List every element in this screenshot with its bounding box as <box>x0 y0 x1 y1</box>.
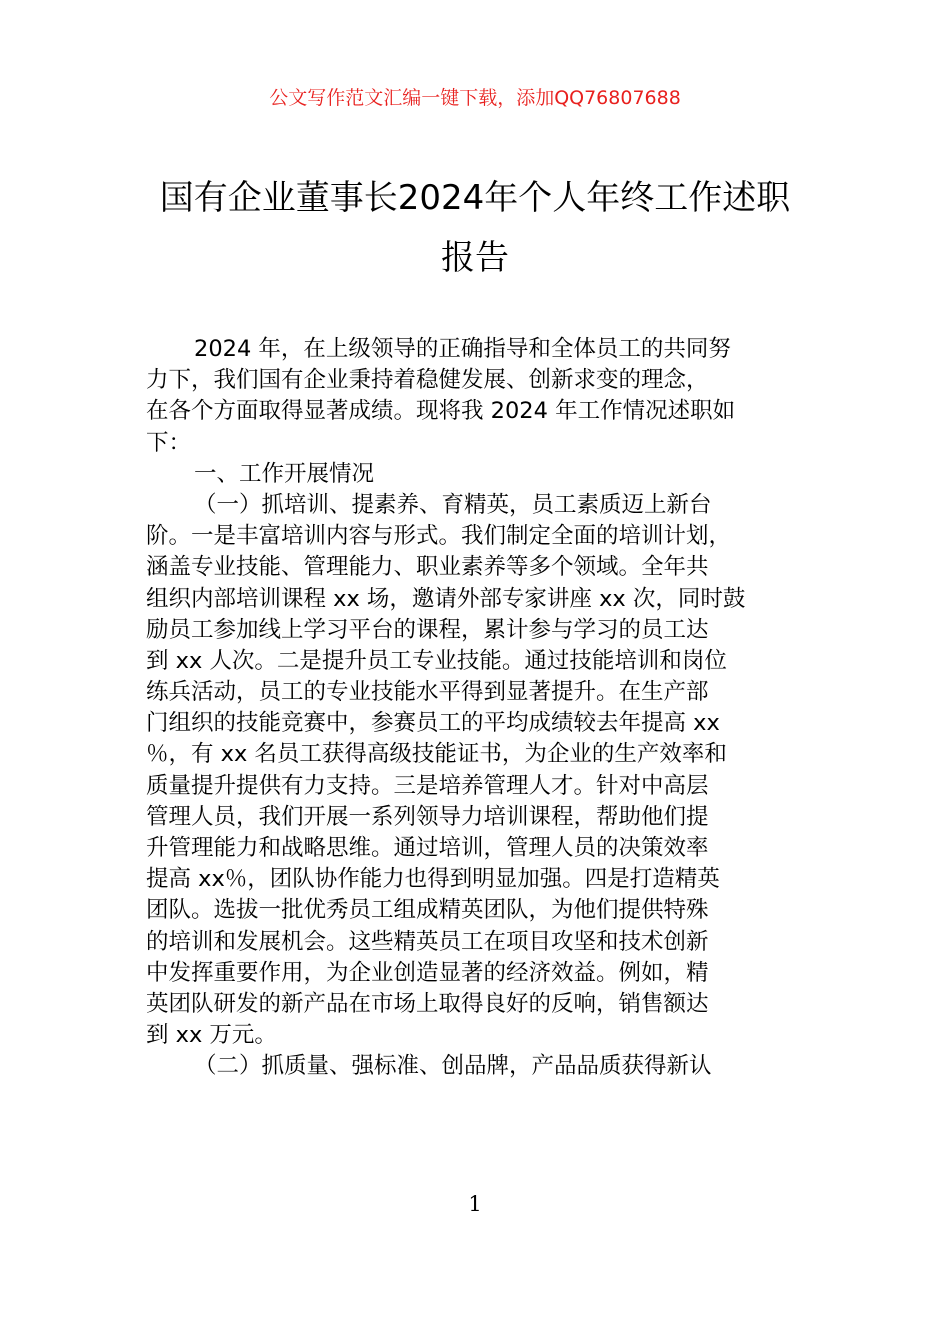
paragraph-line: 管理人员，我们开展一系列领导力培训课程，帮助他们提 <box>146 803 709 830</box>
document-body <box>146 334 812 1083</box>
paragraph-line: 中发挥重要作用，为企业创造显著的经济效益。例如，精 <box>146 959 709 986</box>
paragraph-line: 力下，我们国有企业秉持着稳健发展、创新求变的理念， <box>146 367 709 394</box>
paragraph-line: 2024 年，在上级领导的正确指导和全体员工的共同努 <box>194 336 731 362</box>
paragraph-line: 门组织的技能竞赛中，参赛员工的平均成绩较去年提高 xx <box>146 710 720 737</box>
title-line: 国有企业董事长2024年个人年终工作述职 <box>159 178 791 218</box>
header-banner: 公文写作范文汇编一键下载，添加QQ76807688 <box>269 87 681 109</box>
paragraph-line: 团队。选拔一批优秀员工组成精英团队，为他们提供特殊 <box>146 897 709 924</box>
page-number: 1 <box>468 1192 482 1216</box>
document-title <box>120 168 830 288</box>
paragraph-line: 质量提升提供有力支持。三是培养管理人才。针对中高层 <box>146 772 709 799</box>
paragraph-line: 的培训和发展机会。这些精英员工在项目攻坚和技术创新 <box>146 928 709 955</box>
paragraph-line: 练兵活动，员工的专业技能水平得到显著提升。在生产部 <box>146 679 709 706</box>
paragraph-line: 英团队研发的新产品在市场上取得良好的反响，销售额达 <box>146 990 709 1017</box>
paragraph-line: 在各个方面取得显著成绩。现将我 2024 年工作情况述职如 <box>146 398 736 425</box>
paragraph-line: 升管理能力和战略思维。通过培训，管理人员的决策效率 <box>146 835 709 861</box>
paragraph-line: 提高 xx％，团队协作能力也得到明显加强。四是打造精英 <box>146 866 720 893</box>
paragraph-line: 到 xx 人次。二是提升员工专业技能。通过技能培训和岗位 <box>146 647 727 674</box>
paragraph-line: 阶。一是丰富培训内容与形式。我们制定全面的培训计划， <box>146 523 732 550</box>
paragraph-line: 到 xx 万元。 <box>146 1022 277 1049</box>
paragraph-line: 组织内部培训课程 xx 场，邀请外部专家讲座 xx 次，同时鼓 <box>146 585 746 612</box>
paragraph-line: （一）抓培训、提素养、育精英，员工素质迈上新台 <box>194 491 712 518</box>
paragraph-line: （二）抓质量、强标准、创品牌，产品品质获得新认 <box>194 1053 712 1080</box>
title-line: 报告 <box>441 238 509 278</box>
section-heading: 一、工作开展情况 <box>194 460 375 487</box>
paragraph-line: 励员工参加线上学习平台的课程，累计参与学习的员工达 <box>146 616 709 643</box>
paragraph-line: ％，有 xx 名员工获得高级技能证书，为企业的生产效率和 <box>146 741 727 768</box>
paragraph-line: 涵盖专业技能、管理能力、职业素养等多个领域。全年共 <box>146 554 709 581</box>
paragraph-line: 下： <box>146 429 192 456</box>
